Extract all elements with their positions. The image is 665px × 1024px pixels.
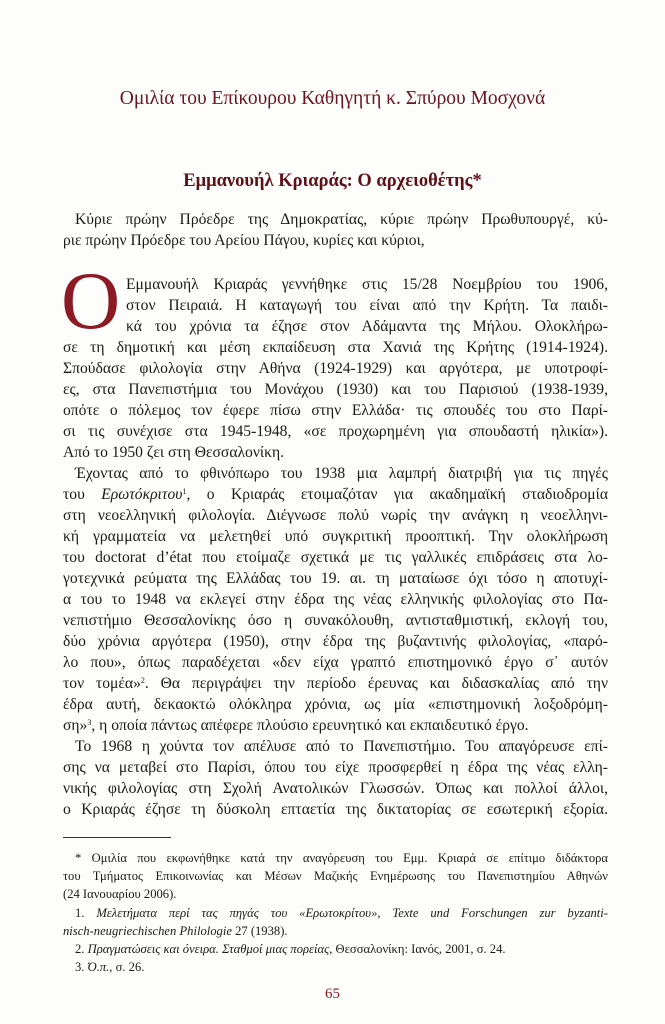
footnote-line: [63, 904, 608, 922]
text-segment: Έχοντας από το φθινόπωρο του 1938 μια λαμπρή διατριβή για τις πηγές: [75, 465, 608, 482]
text-line: [63, 589, 608, 610]
footnote-line: [63, 958, 608, 976]
text-line: [63, 526, 608, 547]
footnote-ref[interactable]: 1: [182, 487, 187, 496]
text-line: [63, 799, 608, 820]
text-line: [63, 568, 608, 589]
text-segment: * Ομιλία που εκφωνήθηκε κατά την αναγόρευση του Εμμ. Κριαρά σε επίτιμο διδάκτορα: [75, 851, 608, 865]
footnote-line: [63, 922, 608, 940]
italic-text: nisch-neugriechischen Philologie: [63, 923, 232, 938]
text-segment: στη νεοελληνική φιλολογία. Διέγνωσε πολύ νωρίς την ανάγκη η νεοελληνι-: [63, 507, 608, 524]
text-segment: σι τις συνέχισε στα 1945-1948, «σε προχωρημένη για σπουδαστή ηλικία»).: [63, 423, 608, 440]
text-segment: ση»: [63, 717, 88, 734]
text-segment: , σ. 26.: [109, 960, 145, 975]
text-line: [63, 631, 608, 652]
text-line: [63, 400, 608, 421]
text-line: [63, 757, 608, 778]
text-segment: οπότε ο πόλεμος τον έφερε πίσω στην Ελλάδα· τις σπουδές του στο Παρί-: [63, 402, 608, 419]
text-line: [63, 421, 608, 442]
text-segment: σης να μεταβεί στο Παρίσι, όπου του είχε προσφερθεί η έδρα της νέας ελλη-: [63, 759, 608, 776]
text-line: [63, 673, 608, 694]
salutation: [63, 209, 608, 251]
text-segment: σε τη δημοτική και μέση εκπαίδευση στα Χανιά της Κρήτης (1914-1924).: [63, 339, 608, 356]
footnote-line: [63, 940, 608, 958]
footnote-line: [63, 867, 608, 885]
drop-cap: Ο: [61, 255, 121, 346]
body-text: [63, 274, 608, 820]
text-segment: λο που», όπως παραδέχεται «δεν είχα γραπτό επιστημονικό έργο σ᾽ αυτόν: [63, 654, 608, 671]
text-line: [63, 209, 608, 230]
text-line: [63, 337, 608, 358]
text-segment: του: [63, 486, 102, 503]
footnote-line: [63, 849, 608, 867]
text-line: [63, 358, 608, 379]
footnote-line: [63, 885, 608, 903]
italic-text: Ερωτόκριτου: [101, 486, 183, 503]
text-segment: . Θα περιγράψει την περίοδο έρευνας και διδασκαλίας από την: [144, 675, 608, 692]
footnote-ref[interactable]: 2: [140, 676, 145, 685]
text-segment: έδρα αυτή, δεκαοκτώ ολόκληρα χρόνια, ως μία «επιστημονική λοξοδρόμη-: [63, 696, 608, 713]
text-segment: 2.: [75, 941, 88, 956]
text-segment: νικής φιλολογίας στη Σχολή Ανατολικών Γλωσσών. Όπως και πολλοί άλλοι,: [63, 780, 608, 797]
italic-text: Πραγματώσεις και όνειρα. Σταθμοί μιας πορείας: [87, 941, 330, 956]
text-line: [126, 316, 608, 337]
text-segment: ριε πρώην Πρόεδρε του Αρείου Πάγου, κυρίες και κύριοι,: [63, 232, 425, 249]
text-line: [63, 547, 608, 568]
text-segment: ες, στα Πανεπιστήμια του Μονάχου (1930) και του Παρισιού (1938-1939,: [63, 381, 608, 398]
footnote-ref[interactable]: 3: [87, 718, 92, 727]
text-segment: Το 1968 η χούντα τον απέλυσε από το Πανεπιστήμιο. Του απαγόρευσε επί-: [75, 738, 608, 755]
footnotes: [63, 849, 608, 976]
italic-text: Μελετήματα περί τας πηγάς του «Ερωτοκρίτου», Texte und Forschungen zur byzanti-: [96, 905, 608, 920]
text-line: [63, 442, 608, 463]
text-segment: Σπούδασε φιλολογία στην Αθήνα (1924-1929) και αργότερα, με υποτροφί-: [63, 360, 608, 377]
text-segment: στον Πειραιά. Η καταγωγή του είναι από την Κρήτη. Τα παιδι-: [126, 297, 608, 314]
text-segment: Κύριε πρώην Πρόεδρε της Δημοκρατίας, κύριε πρώην Πρωθυπουργέ, κύ-: [75, 211, 608, 228]
running-header: Ομιλία του Επίκουρου Καθηγητή κ. Σπύρου Μοσχονά: [119, 88, 546, 109]
text-line: [63, 715, 608, 736]
text-segment: κά του χρόνια τα έζησε στον Αδάμαντα της Μήλου. Ολοκλήρω-: [126, 318, 608, 335]
text-segment: νεπιστήμιο Θεσσαλονίκης όσο η συνακόλουθη, αντισταθμιστική, εκλογή του,: [63, 612, 608, 629]
text-line: [63, 484, 608, 505]
text-segment: 27 (1938).: [231, 923, 288, 938]
text-segment: 1.: [75, 905, 97, 920]
text-line: [63, 736, 608, 757]
text-segment: , Θεσσαλονίκη: Ιανός, 2001, σ. 24.: [329, 941, 506, 956]
text-line: [126, 295, 608, 316]
text-segment: , ο Κριαράς ετοιμαζόταν για ακαδημαϊκή σταδιοδρομία: [186, 486, 608, 503]
page-number: 65: [325, 986, 340, 1002]
text-line: [63, 694, 608, 715]
text-segment: του doctorat d’état που ετοίμαζε σχετικά με τις γαλλικές επιδράσεις στα λο-: [63, 549, 608, 566]
text-segment: α του το 1948 να εκλεγεί στην έδρα της νέας ελληνικής φιλολογίας στο Πα-: [63, 591, 608, 608]
text-segment: Εμμανουήλ Κριαράς γεννήθηκε στις 15/28 Νοεμβρίου του 1906,: [126, 276, 608, 293]
text-segment: (24 Ιανουαρίου 2006).: [63, 887, 177, 902]
text-segment: κή γραμματεία να μελετηθεί υπό συγκριτική προοπτική. Την ολοκλήρωση: [63, 528, 608, 545]
text-line: [63, 230, 608, 251]
text-line: [63, 652, 608, 673]
text-segment: ο Κριαράς έζησε τη δύσκολη επταετία της δικτατορίας σε εσωτερική εξορία.: [63, 801, 608, 818]
text-segment: 3.: [75, 960, 88, 975]
text-line: [63, 778, 608, 799]
text-segment: γοτεχνικά ρεύματα της Ελλάδας του 19. αι. τη ματαίωσε όχι τόσο η αποτυχί-: [63, 570, 608, 587]
text-segment: δύο χρόνια αργότερα (1950), στην έδρα της βυζαντινής φιλολογίας, «παρό-: [63, 633, 608, 650]
text-segment: του Τμήματος Επικοινωνίας και Μέσων Μαζικής Ενημέρωσης του Πανεπιστημίου Αθηνών: [63, 869, 608, 884]
article-title: Εμμανουήλ Κριαράς: Ο αρχειοθέτης*: [183, 171, 482, 191]
text-line: [126, 274, 608, 295]
text-segment: , η οποία πάντως απέφερε πλούσιο ερευνητικό και εκπαιδευτικό έργο.: [91, 717, 529, 734]
footnote-divider: [63, 837, 171, 838]
text-segment: τον τομέα»: [63, 675, 141, 692]
text-line: [63, 610, 608, 631]
text-line: [63, 505, 608, 526]
text-line: [63, 379, 608, 400]
italic-text: Ό.π.: [87, 960, 110, 975]
text-line: [63, 463, 608, 484]
text-segment: Από το 1950 ζει στη Θεσσαλονίκη.: [63, 444, 285, 461]
